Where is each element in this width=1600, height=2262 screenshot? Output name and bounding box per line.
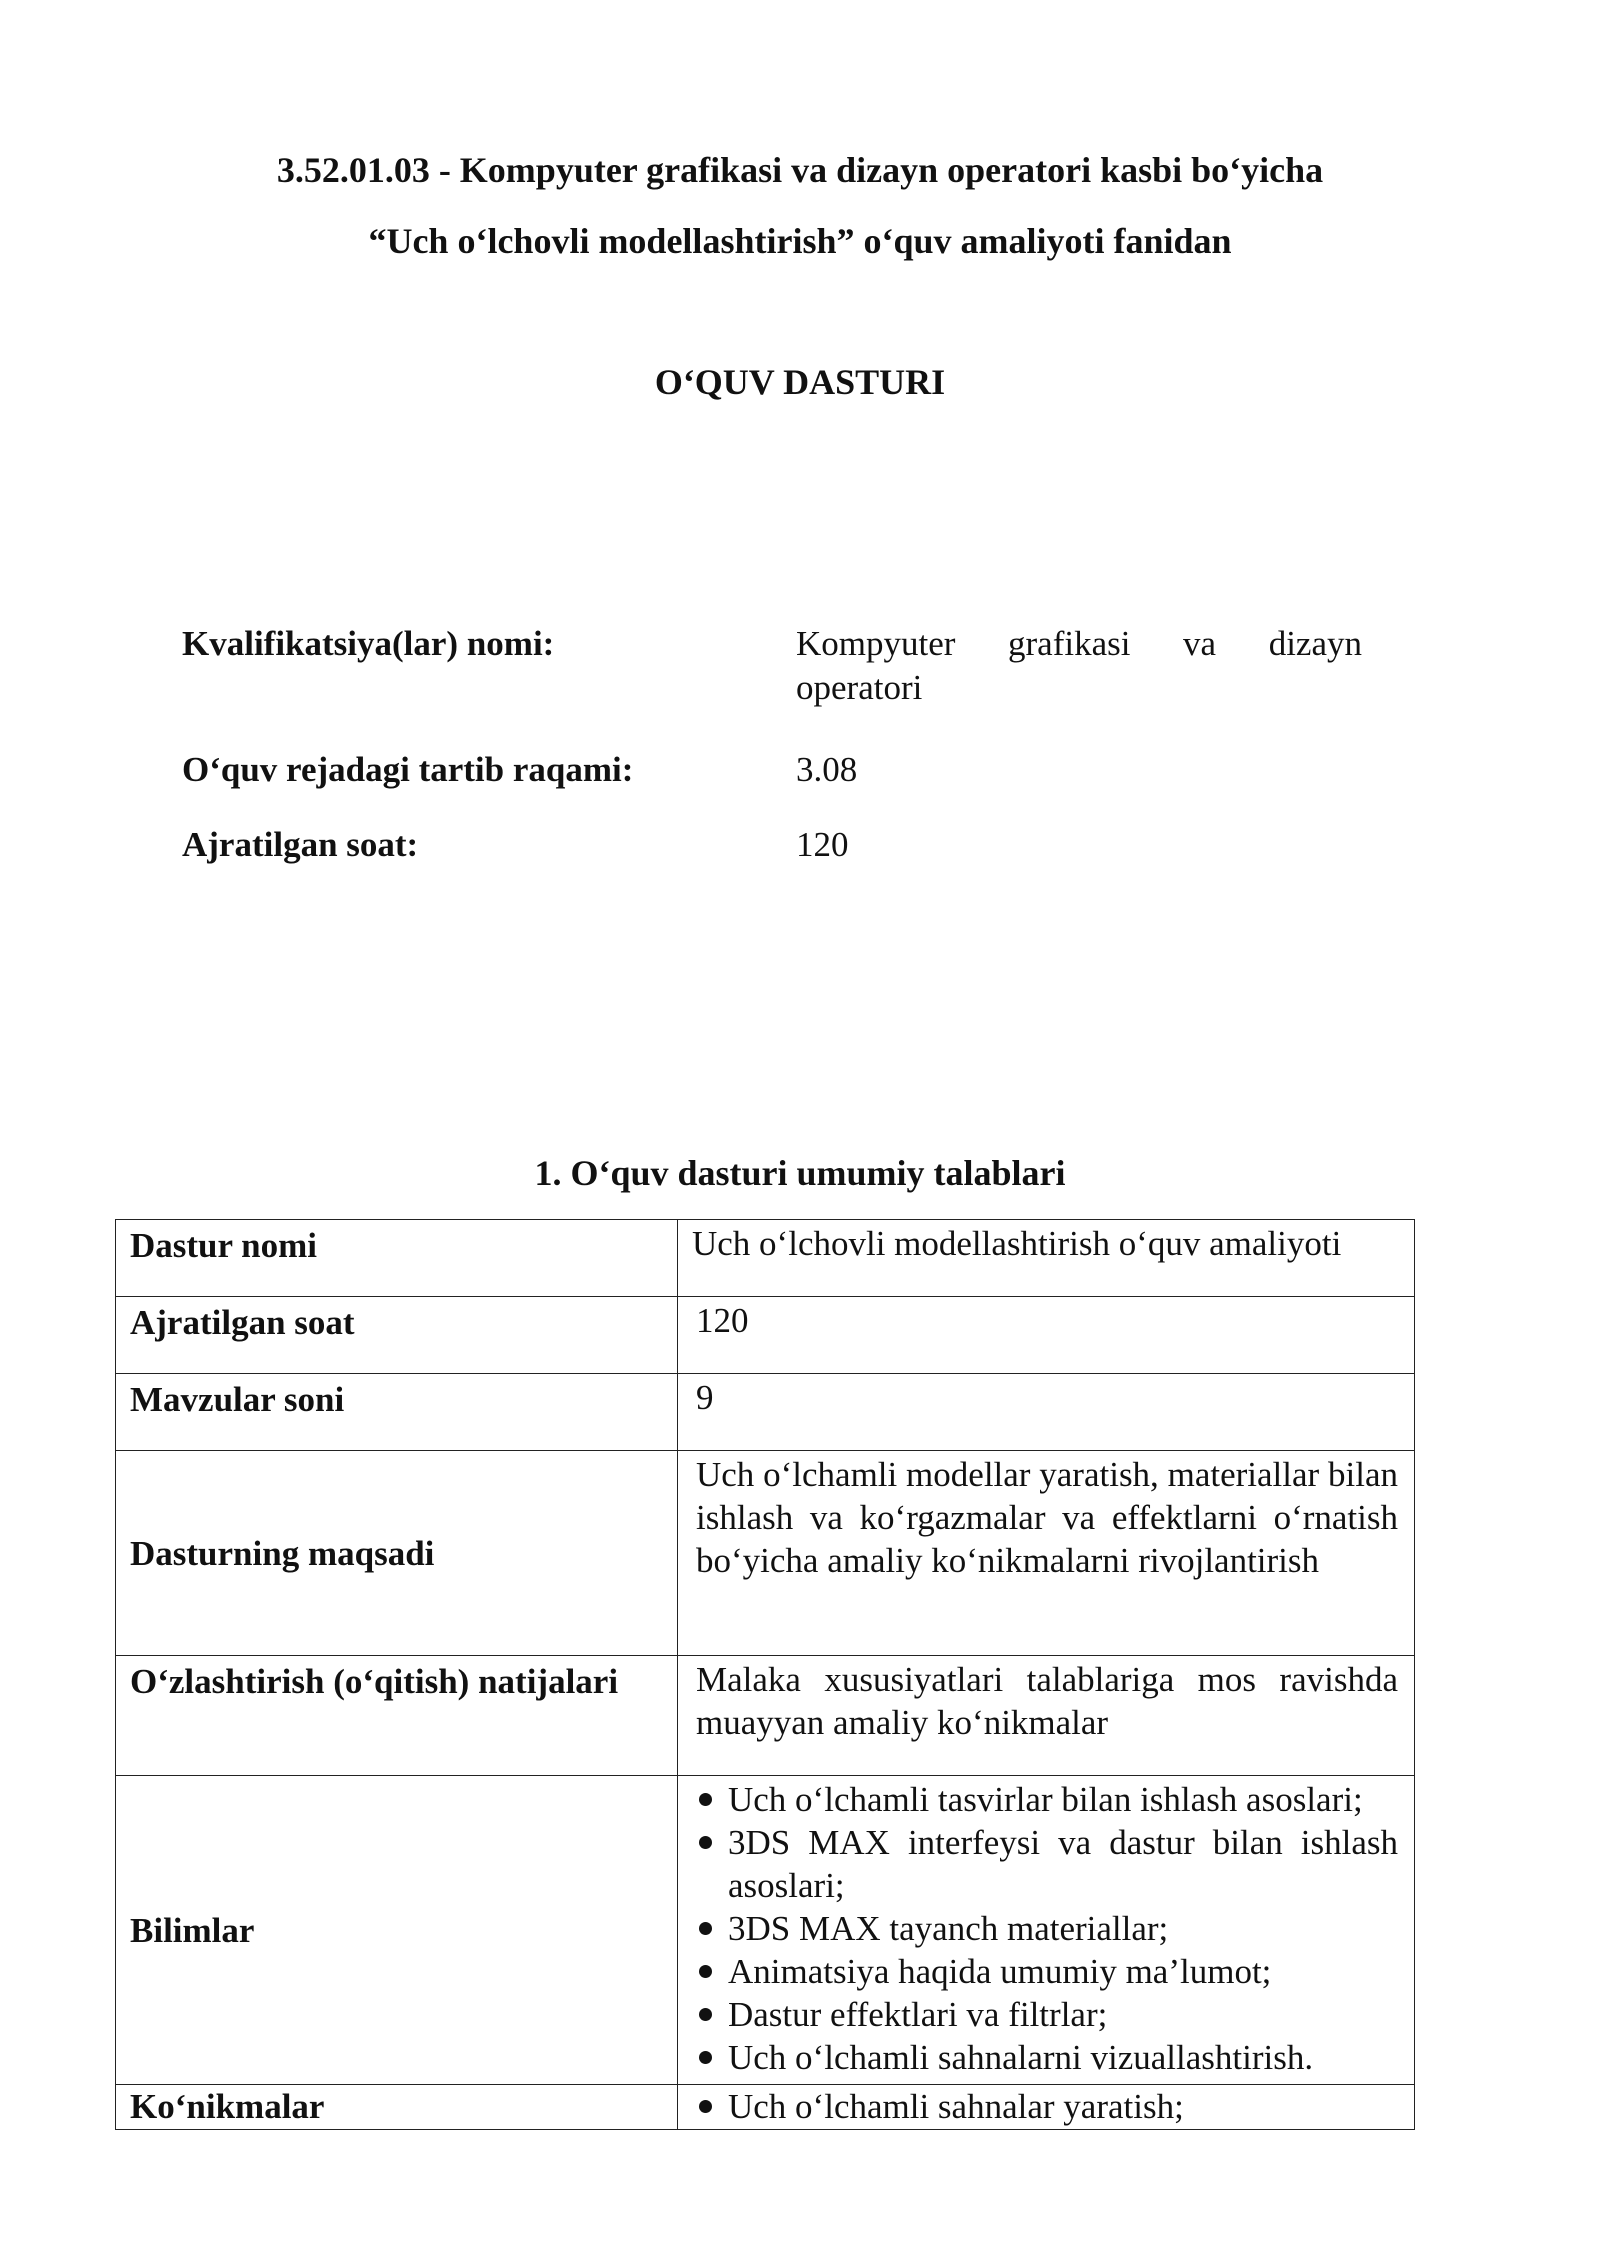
- list-item: [696, 1993, 1398, 2036]
- hours-label: Ajratilgan soat:: [182, 825, 419, 864]
- table-row: [116, 1297, 1415, 1374]
- knowledge-value: [678, 1776, 1415, 2085]
- knowledge-item-text: Uch o‘lchamli sahnalarni vizuallashtirish.: [728, 2038, 1314, 2077]
- learning-outcomes-value: Malaka xususiyatlari talablariga mos ravishda muayyan amaliy ko‘nikmalar: [678, 1656, 1415, 1776]
- list-item: [696, 2085, 1398, 2128]
- list-item: [696, 1950, 1398, 1993]
- topics-count-value: 9: [678, 1374, 1415, 1451]
- list-item: [696, 1907, 1398, 1950]
- bullet-icon: [699, 2051, 712, 2064]
- table-row: [116, 1451, 1415, 1656]
- list-item: [696, 2036, 1398, 2079]
- table-row: [116, 1656, 1415, 1776]
- knowledge-item-text: Animatsiya haqida umumiy ma’lumot;: [728, 1952, 1272, 1991]
- bullet-icon: [699, 1836, 712, 1849]
- document-heading-line-2: “Uch o‘lchovli modellashtirish” o‘quv amaliyoti fanidan: [368, 221, 1232, 261]
- requirements-table: [115, 1219, 1415, 2130]
- table-row: [116, 1776, 1415, 2085]
- skills-list: [696, 2085, 1398, 2128]
- program-goal-label: Dasturning maqsadi: [116, 1451, 678, 1656]
- topics-count-label: Mavzular soni: [116, 1374, 678, 1451]
- table-row: [116, 1374, 1415, 1451]
- hours-value: 120: [796, 825, 849, 864]
- program-name-value: Uch o‘lchovli modellashtirish o‘quv amaliyoti: [678, 1220, 1415, 1297]
- allocated-hours-label: Ajratilgan soat: [116, 1297, 678, 1374]
- order-number-label: O‘quv rejadagi tartib raqami:: [182, 750, 634, 789]
- bullet-icon: [699, 2100, 712, 2113]
- learning-outcomes-label: O‘zlashtirish (o‘qitish) natijalari: [116, 1656, 678, 1776]
- section-title: 1. O‘quv dasturi umumiy talablari: [534, 1153, 1066, 1193]
- knowledge-list: [696, 1778, 1398, 2079]
- knowledge-label: Bilimlar: [116, 1776, 678, 2085]
- program-name-label: Dastur nomi: [116, 1220, 678, 1297]
- qualification-value: Kompyuter grafikasi va dizayn operatori: [796, 624, 1362, 707]
- bullet-icon: [699, 1793, 712, 1806]
- document-heading-line-1: 3.52.01.03 - Kompyuter grafikasi va dizayn operatori kasbi bo‘yicha: [276, 150, 1324, 190]
- table-row: [116, 1220, 1415, 1297]
- bullet-icon: [699, 2008, 712, 2021]
- skills-label: Ko‘nikmalar: [116, 2085, 678, 2130]
- qualification-label: Kvalifikatsiya(lar) nomi:: [182, 624, 555, 663]
- allocated-hours-value: 120: [678, 1297, 1415, 1374]
- list-item: [696, 1821, 1398, 1907]
- knowledge-item-text: Uch o‘lchamli tasvirlar bilan ishlash asoslari;: [728, 1780, 1363, 1819]
- skills-value: [678, 2085, 1415, 2130]
- knowledge-item-text: Dastur effektlari va filtrlar;: [728, 1995, 1108, 2034]
- document-title: O‘QUV DASTURI: [654, 362, 946, 402]
- program-goal-value: Uch o‘lchamli modellar yaratish, materiallar bilan ishlash va ko‘rgazmalar va effektlarni o‘rnatish bo‘yicha amaliy ko‘nikmalarni rivojlantirish: [678, 1451, 1415, 1656]
- order-number-value: 3.08: [796, 750, 858, 789]
- knowledge-item-text: 3DS MAX interfeysi va dastur bilan ishlash asoslari;: [728, 1823, 1398, 1905]
- list-item: [696, 1778, 1398, 1821]
- table-row: [116, 2085, 1415, 2130]
- bullet-icon: [699, 1922, 712, 1935]
- skills-item-text: Uch o‘lchamli sahnalar yaratish;: [728, 2087, 1184, 2126]
- bullet-icon: [699, 1965, 712, 1978]
- knowledge-item-text: 3DS MAX tayanch materiallar;: [728, 1909, 1169, 1948]
